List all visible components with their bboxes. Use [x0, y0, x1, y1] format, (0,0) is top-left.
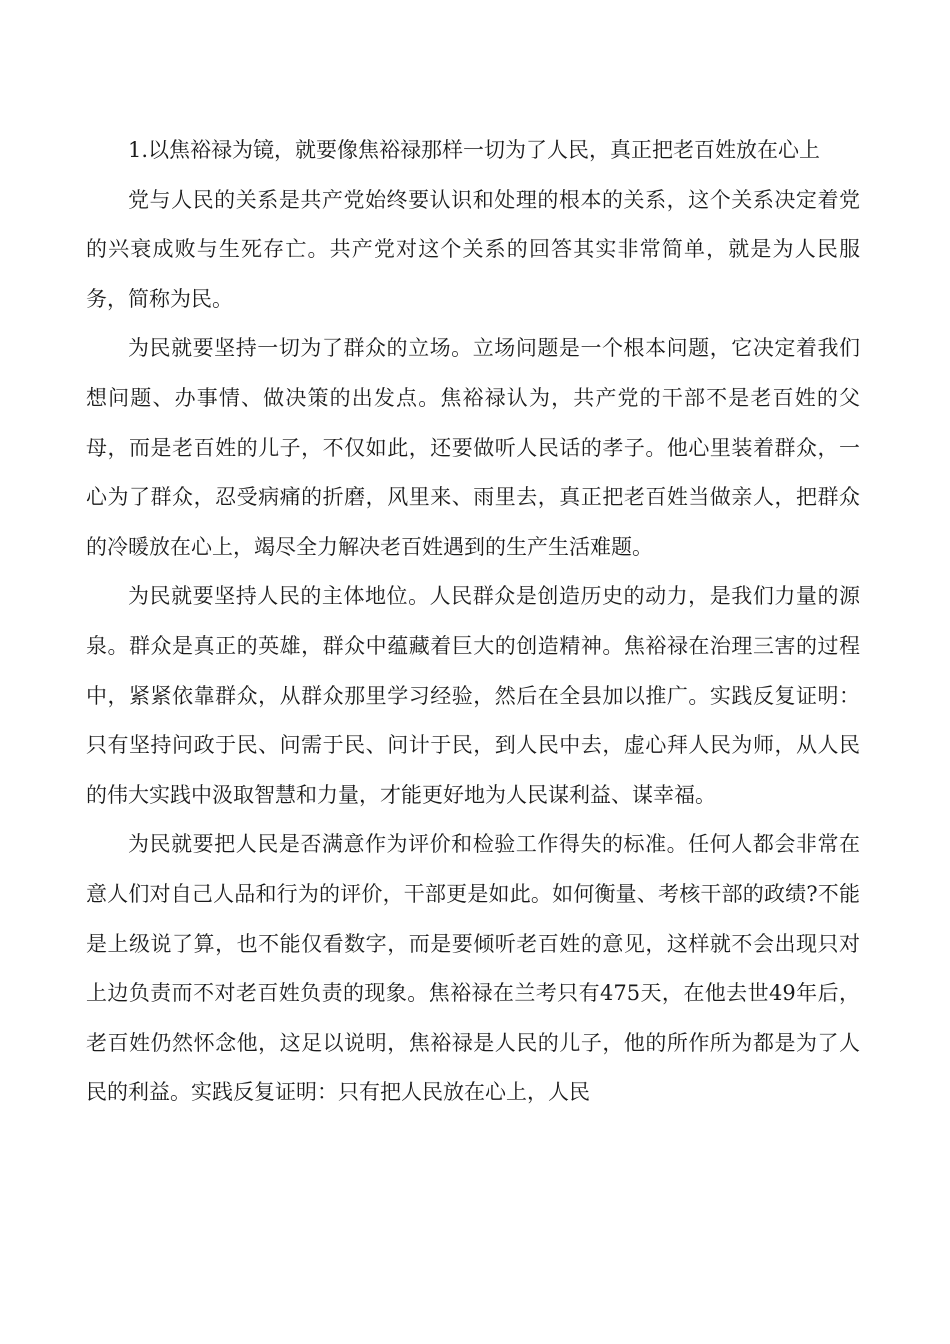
- paragraph-people-stance: 为民就要坚持一切为了群众的立场。立场问题是一个根本问题，它决定着我们想问题、办事情、做决策的出发点。焦裕禄认为，共产党的干部不是老百姓的父母，而是老百姓的儿子，不仅如此，还要做听人民话的孝子。他心里装着群众，一心为了群众，忍受病痛的折磨，风里来、雨里去，真正把老百姓当做亲人，把群众的冷暖放在心上，竭尽全力解决老百姓遇到的生产生活难题。: [86, 336, 860, 559]
- document-body: [86, 126, 860, 1118]
- paragraph-party-people-relationship: 党与人民的关系是共产党始终要认识和处理的根本的关系，这个关系决定着党的兴衰成败与生死存亡。共产党对这个关系的回答其实非常简单，就是为人民服务，简称为民。: [86, 187, 860, 311]
- section-heading: 1.以焦裕禄为镜，就要像焦裕禄那样一切为了人民，真正把老百姓放在心上: [128, 138, 821, 162]
- paragraph-people-subject-status: 为民就要坚持人民的主体地位。人民群众是创造历史的动力，是我们力量的源泉。群众是真正的英雄，群众中蕴藏着巨大的创造精神。焦裕禄在治理三害的过程中，紧紧依靠群众，从群众那里学习经验，然后在全县加以推广。实践反复证明：只有坚持问政于民、问需于民、问计于民，到人民中去，虚心拜人民为师，从人民的伟大实践中汲取智慧和力量，才能更好地为人民谋利益、谋幸福。: [86, 584, 860, 807]
- paragraph-evaluation-standard: 为民就要把人民是否满意作为评价和检验工作得失的标准。任何人都会非常在意人们对自己人品和行为的评价，干部更是如此。如何衡量、考核干部的政绩?不能是上级说了算，也不能仅看数字，而是要倾听老百姓的意见，这样就不会出现只对上边负责而不对老百姓负责的现象。焦裕禄在兰考只有475天，在他去世49年后，老百姓仍然怀念他，这足以说明，焦裕禄是人民的儿子，他的所作所为都是为了人民的利益。实践反复证明：只有把人民放在心上，人民: [86, 832, 860, 1105]
